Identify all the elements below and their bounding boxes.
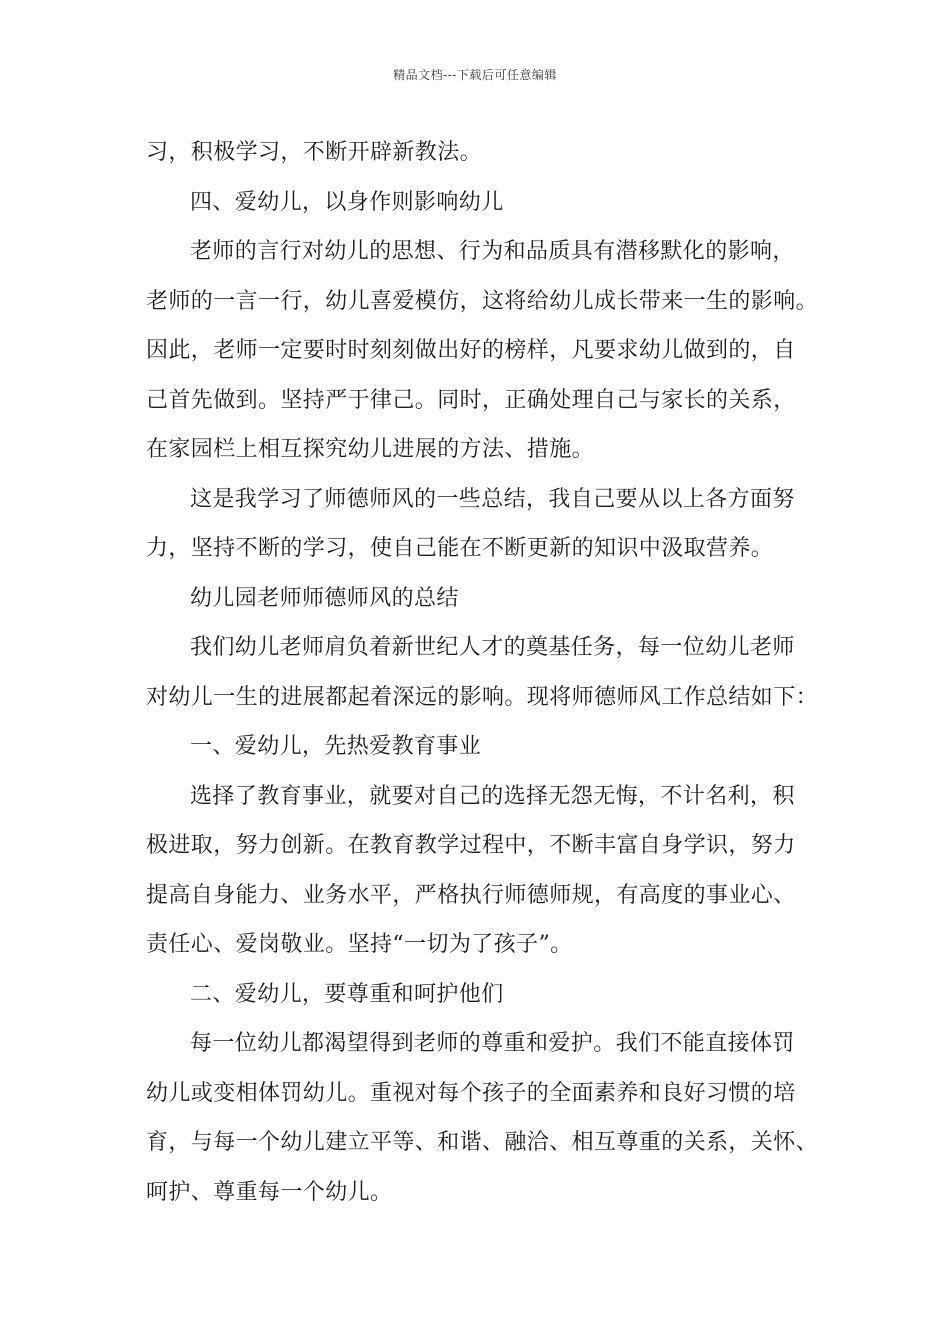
text-line: 每一位幼儿都渴望得到老师的尊重和爱护。我们不能直接体罚 [190,1031,795,1056]
text-line: 己首先做到。坚持严于律己。同时，正确处理自己与家长的关系， [146,387,796,413]
text-line: 因此，老师一定要时时刻刻做出好的榜样，凡要求幼儿做到的，自 [146,338,796,363]
text-line: 责任心、爱岗敬业。坚持“一切为了孩子”。 [146,932,573,957]
text-line: 育，与每一个幼儿建立平等、和谐、融洽、相互尊重的关系，关怀、 [146,1130,819,1155]
text-line: 提高自身能力、业务水平，严格执行师德师规，有高度的事业心、 [146,882,796,908]
text-line: 老师的言行对幼儿的思想、行为和品质具有潜移默化的影响， [190,239,795,264]
text-line: 习，积极学习，不断开辟新教法。 [146,140,483,165]
document-body [146,128,826,1217]
document-title: 幼儿园老师师德师风的总结 [190,585,459,611]
section-heading: 一、爱幼儿，先热爱教育事业 [190,734,482,759]
text-line: 我们幼儿老师肩负着新世纪人才的奠基任务，每一位幼儿老师 [190,635,795,660]
page-header: 精品文档---下载后可任意编辑 [393,68,557,82]
section-heading: 二、爱幼儿，要尊重和呵护他们 [190,981,504,1007]
text-line: 老师的一言一行，幼儿喜爱模仿，这将给幼儿成长带来一生的影响。 [146,288,819,314]
section-heading: 四、爱幼儿，以身作则影响幼儿 [190,189,504,215]
text-line: 在家园栏上相互探究幼儿进展的方法、措施。 [146,437,595,462]
text-line: 极进取，努力创新。在教育教学过程中，不断丰富自身学识，努力 [146,833,796,858]
text-line: 呵护、尊重每一个幼儿。 [146,1179,393,1205]
text-line: 力，坚持不断的学习，使自己能在不断更新的知识中汲取营养。 [146,536,774,561]
text-line: 对幼儿一生的进展都起着深远的影响。现将师德师风工作总结如下： [146,684,819,710]
text-line: 这是我学习了师德师风的一些总结，我自己要从以上各方面努 [190,486,795,512]
text-line: 选择了教育事业，就要对自己的选择无怨无悔，不计名利，积 [190,783,795,809]
text-line: 幼儿或变相体罚幼儿。重视对每个孩子的全面素养和良好习惯的培 [146,1080,796,1106]
